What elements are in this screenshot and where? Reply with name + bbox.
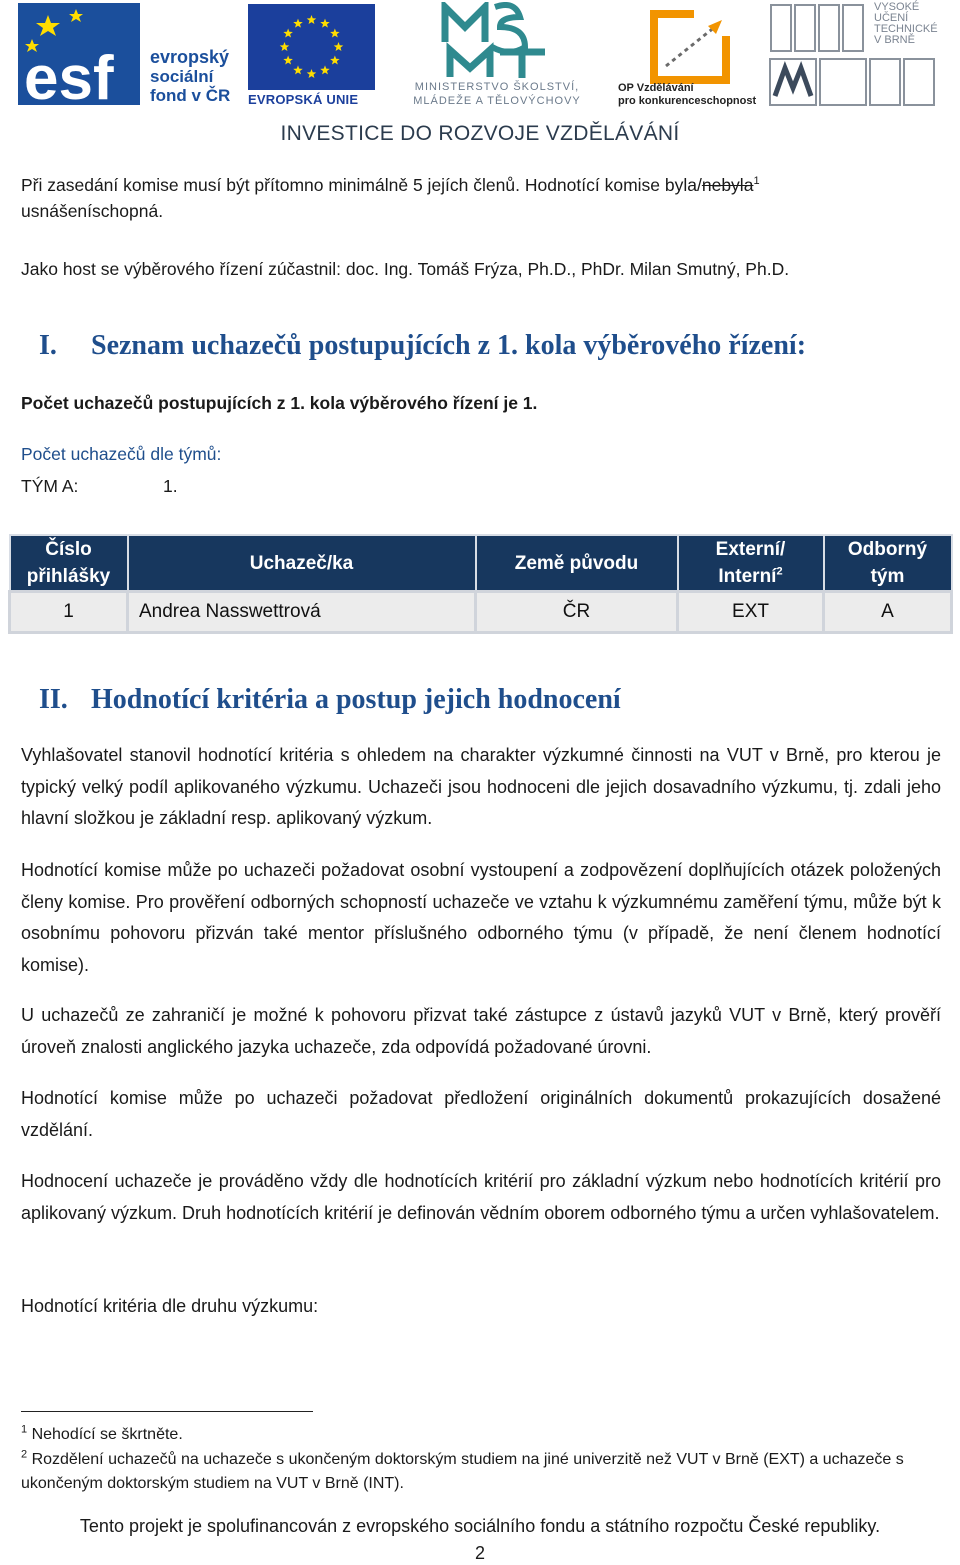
section-1-number: I. xyxy=(39,330,57,361)
section-1-title: Seznam uchazečů postupujících z 1. kola výběrového řízení: xyxy=(91,330,807,361)
section-2-title: Hodnotící kritéria a postup jejich hodnocení xyxy=(91,684,621,715)
footnote-ref-2: 2 xyxy=(776,565,783,578)
header-col1-line1: Číslo xyxy=(45,539,92,560)
cell-country: ČR xyxy=(476,592,678,633)
guest-label: Jako host se výběrového řízení zúčastnil: xyxy=(21,259,342,279)
guest-paragraph xyxy=(21,256,941,282)
footnote-1-text: Nehodící se škrtněte. xyxy=(27,1426,183,1443)
table-row xyxy=(10,592,952,633)
msmt-text xyxy=(387,80,607,108)
paragraph-4: Hodnotící komise může po uchazeči požadovat předložení originálních dokumentů prokazujících dosažené vzdělání. xyxy=(21,1088,941,1140)
team-a-label: TÝM A: xyxy=(21,476,79,496)
header-candidate: Uchazeč/ka xyxy=(128,535,476,592)
header-col4-line1: Externí/ xyxy=(715,539,786,560)
vut-text-line2: UČENÍ xyxy=(874,12,909,24)
footnote-1-number: 1 xyxy=(21,1423,28,1436)
team-count-row xyxy=(21,473,941,499)
header-team xyxy=(824,535,952,592)
cell-name: Andrea Nasswettrová xyxy=(128,592,476,633)
op-text-line2: pro konkurenceschopnost xyxy=(618,95,757,107)
paragraph-2: Hodnotící komise může po uchazeči požadovat osobní vystoupení a zodpovězení doplňujících otázek položených členy komise. Pro prověření odborných schopností uchazeče ve vztahu k výzkumnému zaměření týmu, může být k osobnímu pohovoru přizván také mentor příslušného odborného týmu (v případě, že není členem hodnotící komise). xyxy=(21,860,941,975)
vut-grid-icon xyxy=(769,3,869,53)
esf-wordmark: esf xyxy=(24,44,114,105)
paragraph-1: Vyhlašovatel stanovil hodnotící kritéria s ohledem na charakter výzkumné činnosti na VUT v Brně, pro kterou je typický velký podíl aplikovaného výzkumu. Uchazeči jsou hodnoceni dle jejich dosavadního výzkumu, tj. zdali jeho hlavní složkou je základní resp. aplikovaný výzkum. xyxy=(21,745,941,828)
header-col4-line2: Interní xyxy=(718,566,777,587)
struck-word: nebyla xyxy=(701,175,754,195)
footnote-1 xyxy=(21,1423,941,1447)
header-application-number xyxy=(10,535,128,592)
msmt-text-line2: MLÁDEŽE A TĚLOVÝCHOVY xyxy=(413,95,581,107)
paragraph-6: Hodnotící kritéria dle druhu výzkumu: xyxy=(21,1296,319,1316)
commission-text: Při zasedání komise musí být přítomno minimálně 5 jejích členů. Hodnotící komise byla/ xyxy=(21,175,702,195)
investice-banner: INVESTICE DO ROZVOJE VZDĚLÁVÁNÍ xyxy=(280,122,680,145)
cell-team: A xyxy=(824,592,952,633)
team-a-value: 1. xyxy=(163,476,178,496)
esf-logo-icon xyxy=(18,3,140,105)
eu-flag-icon xyxy=(248,4,375,90)
esf-text-line2: sociální xyxy=(150,67,214,86)
section-2-heading xyxy=(39,684,621,716)
cell-type: EXT xyxy=(678,592,824,633)
msmt-logo-icon xyxy=(440,2,550,80)
footnote-2-number: 2 xyxy=(21,1448,28,1461)
vut-text xyxy=(874,2,938,46)
vut-text-line1: VYSOKÉ xyxy=(874,1,920,13)
section-2-number: II. xyxy=(39,684,68,715)
header-col5-line1: Odborný xyxy=(847,539,928,560)
candidates-table xyxy=(8,534,953,634)
paragraph-5: Hodnocení uchazeče je prováděno vždy dle hodnotících kritérií pro základní výzkum nebo hodnotících kritérií pro aplikovaný výzkum. Druh hodnotících kritérií je definován vědním oborem odborného týmu a určen vyhlašovatelem. xyxy=(21,1171,941,1223)
msmt-text-line1: MINISTERSTVO ŠKOLSTVÍ, xyxy=(414,81,580,93)
vut-text-line4: V BRNĚ xyxy=(874,34,915,46)
commission-paragraph xyxy=(21,172,941,224)
header-ext-int xyxy=(678,535,824,592)
footer-text: Tento projekt je spolufinancován z evropského sociálního fondu a státního rozpočtu České republiky. xyxy=(79,1516,881,1536)
footnote-divider xyxy=(21,1411,313,1412)
footnote-2-text: Rozdělení uchazečů na uchazeče s ukončeným doktorským studiem na jiné univerzitě než VUT v Brně (EXT) a uchazeče s ukončeným doktorským studiem na VUT v Brně (INT). xyxy=(21,1451,904,1492)
eu-label: EVROPSKÁ UNIE xyxy=(248,92,359,107)
vut-text-line3: TECHNICKÉ xyxy=(874,23,938,35)
candidate-count-text: Počet uchazečů postupujících z 1. kola výběrového řízení je 1. xyxy=(21,393,538,413)
header-country: Země původu xyxy=(476,535,678,592)
paragraph-3: U uchazečů ze zahraničí je možné k pohovoru přizvat také zástupce z ústavů jazyků VUT v Brně, který prověří úroveň znalosti anglického jazyka uchazeče, zda odpovídá požadované úrovni. xyxy=(21,1005,941,1057)
op-text xyxy=(618,82,756,108)
op-text-line1: OP Vzdělávání xyxy=(618,82,694,94)
commission-text-2: usnášeníschopná. xyxy=(21,201,164,221)
op-logo-icon xyxy=(646,6,756,88)
footnote-2 xyxy=(21,1448,941,1496)
esf-text-line3: fond v ČR xyxy=(150,86,231,105)
esf-text xyxy=(150,48,230,105)
table-header-row xyxy=(10,535,952,592)
header-col5-line2: tým xyxy=(870,566,905,587)
guest-names: doc. Ing. Tomáš Frýza, Ph.D., PhDr. Milan Smutný, Ph.D. xyxy=(341,259,790,279)
team-count-label: Počet uchazečů dle týmů: xyxy=(21,444,222,464)
vut-faculty-icon xyxy=(769,58,937,106)
footnote-ref-1: 1 xyxy=(753,175,760,188)
header-col1-line2: přihlášky xyxy=(26,566,111,587)
cell-number: 1 xyxy=(10,592,128,633)
esf-text-line1: evropský xyxy=(150,47,230,67)
page-number: 2 xyxy=(474,1543,485,1563)
section-1-heading xyxy=(39,330,806,362)
